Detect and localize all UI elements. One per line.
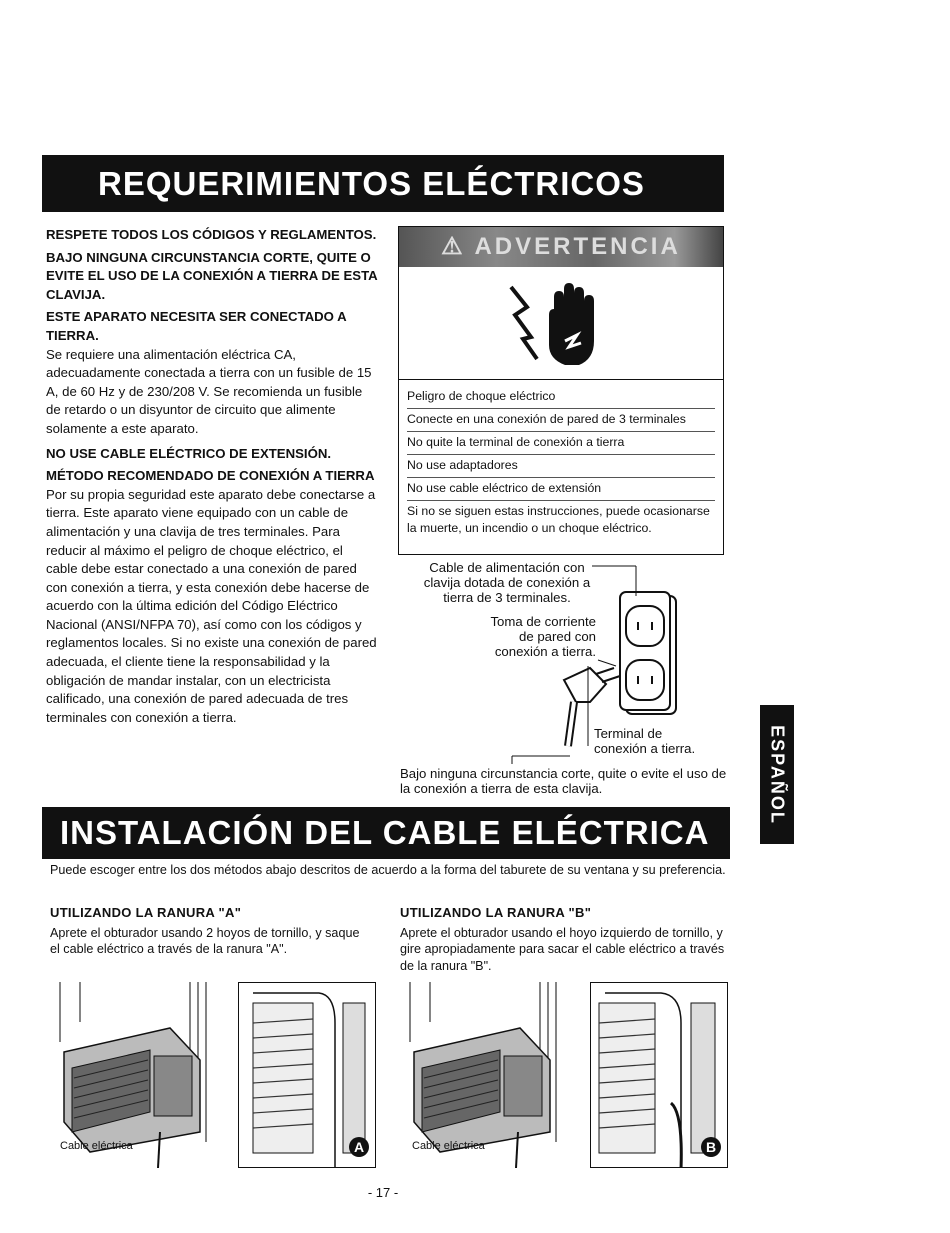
slot-a-detail-photo <box>238 982 376 1168</box>
warning-header: ⚠ ADVERTENCIA <box>399 227 723 267</box>
paragraph-grounding: Por su propia seguridad este aparato debe conectarse a tierra. Este aparato viene equipado con un cable de alimentación y una clavija de tres terminales. Para reducir al máximo el peligro de choque eléctrico, el cable debe estar conectado a una conexión de pared con conexión a tierra, y esta conexión debe hacerse de acuerdo con la última edición del Código Eléctrico Nacional (ANSI/NFPA 70), así como con los códigos y reglamentos locales. Si no existe una conexión de pared adecuada, el cliente tiene la responsabilidad y la obligación de mandar instalar, con un electricista calificado, una conexión de pared adecuada de tres terminales con conexión a tierra. <box>46 486 377 725</box>
window-unit-photo-b <box>400 982 566 1168</box>
grounded-plug-diagram <box>400 556 730 802</box>
badge-b: B <box>701 1137 721 1157</box>
window-unit-photo-a <box>50 982 216 1168</box>
terminal-label: Terminal de conexión a tierra. <box>594 726 696 756</box>
paragraph-power-supply: Se requiere una alimentación eléctrica CA, adecuadamente conectada a tierra con un fusible de 15 A, de 60 Hz y de 230/208 V. Se recomienda un fusible de retardo o un disyuntor de circuito que alimente solamente a este aparato. <box>46 346 372 436</box>
warning-item: Conecte en una conexión de pared de 3 terminales <box>407 409 715 432</box>
heading-grounding-method: MÉTODO RECOMENDADO DE CONEXIÓN A TIERRA <box>46 468 375 484</box>
method-b-text: Aprete el obturador usando el hoyo izquierdo de tornillo, y gire apropiadamente para sacar el cable eléctrico a través de la ranura "B". <box>400 925 725 973</box>
section-banner-cable-installation <box>42 807 730 859</box>
badge-a: A <box>349 1137 369 1157</box>
warning-item: No use cable eléctrico de extensión <box>407 478 715 501</box>
shock-hazard-icon <box>399 267 723 380</box>
warning-list <box>399 380 723 540</box>
banner-title: REQUERIMIENTOS ELÉCTRICOS <box>98 165 645 202</box>
language-side-tab <box>760 705 794 844</box>
heading-ground-warning: BAJO NINGUNA CIRCUNSTANCIA CORTE, QUITE O EVITE EL USO DE LA CONEXIÓN A TIERRA DE ESTA CLAVIJA. <box>46 249 378 302</box>
outlet-label: Toma de corriente de pared con conexión a tierra. <box>490 614 596 659</box>
method-a-title: UTILIZANDO LA RANURA "A" <box>50 905 242 920</box>
warning-item: Si no se siguen estas instrucciones, puede ocasionarse la muerte, un incendio o un choque eléctrico. <box>407 504 710 535</box>
section-banner-electrical-requirements <box>42 155 724 212</box>
side-tab-label: ESPAÑOL <box>767 724 788 825</box>
cable-caption-b: Cable eléctrica <box>412 1140 485 1152</box>
heading-codes: RESPETE TODOS LOS CÓDIGOS Y REGLAMENTOS. <box>46 227 377 242</box>
method-b <box>400 905 730 974</box>
heading-no-extension: NO USE CABLE ELÉCTRICO DE EXTENSIÓN. <box>46 445 332 461</box>
warning-item: Peligro de choque eléctrico <box>407 386 715 409</box>
installation-intro: Puede escoger entre los dos métodos abajo descritos de acuerdo a la forma del taburete de su ventana y su preferencia. <box>50 863 726 877</box>
method-a <box>50 905 370 958</box>
page-number: - 17 - <box>367 1185 399 1200</box>
slot-b-detail-photo <box>590 982 728 1168</box>
warning-item: No quite la terminal de conexión a tierra <box>407 432 715 455</box>
warning-item: No use adaptadores <box>407 455 715 478</box>
cable-label: Cable de alimentación con clavija dotada de conexión a tierra de 3 terminales. <box>423 560 591 605</box>
cable-caption-a: Cable eléctrica <box>60 1140 133 1152</box>
heading-must-ground: ESTE APARATO NECESITA SER CONECTADO A TIERRA. <box>46 309 347 343</box>
banner-title: INSTALACIÓN DEL CABLE ELÉCTRICA <box>60 814 710 851</box>
diagram-caption: Bajo ninguna circunstancia corte, quite o evite el uso de la conexión a tierra de esta clavija. <box>400 766 727 796</box>
warning-box <box>398 226 724 555</box>
electrical-requirements-text <box>46 226 378 733</box>
method-a-text: Aprete el obturador usando 2 hoyos de tornillo, y saque el cable eléctrico a través de la ranura "A". <box>50 925 360 956</box>
method-b-title: UTILIZANDO LA RANURA "B" <box>400 905 592 920</box>
